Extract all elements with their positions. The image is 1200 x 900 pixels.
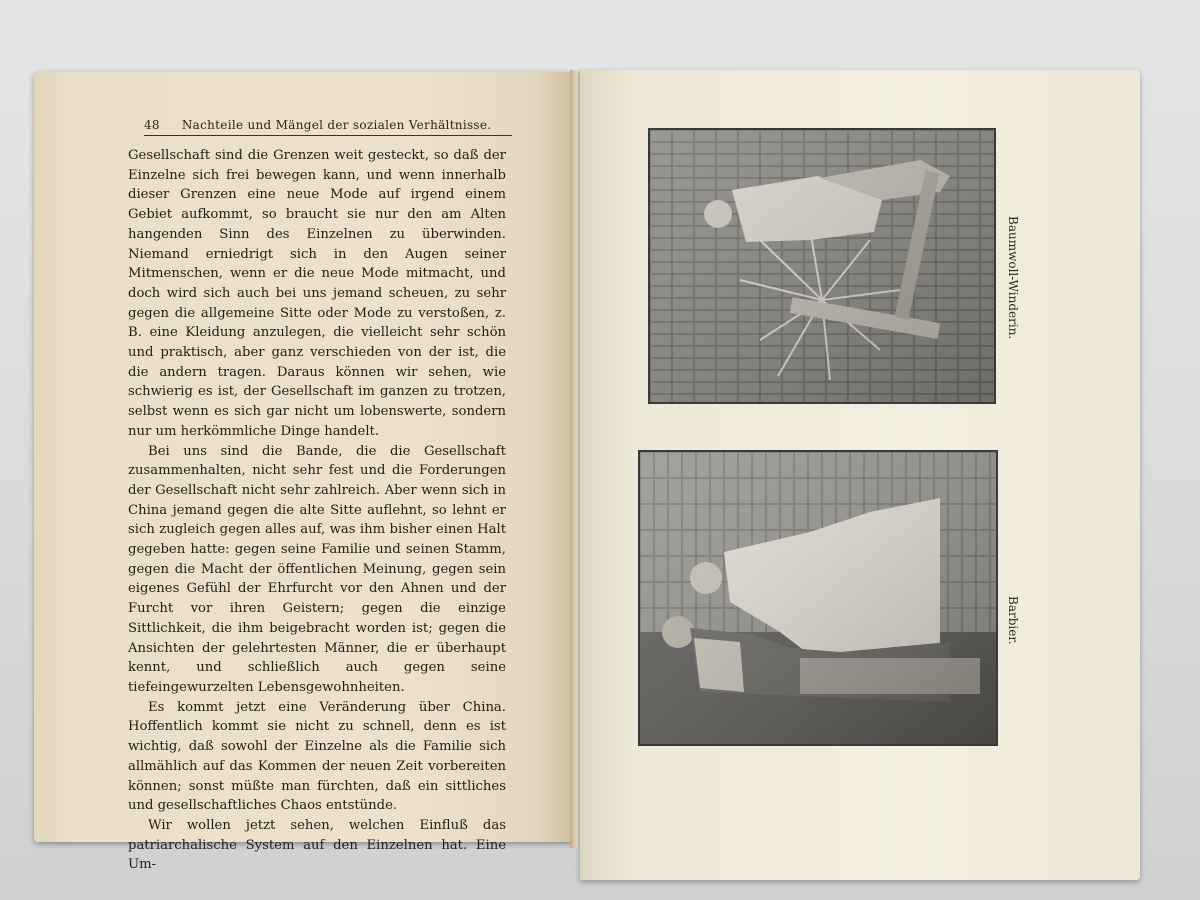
running-title: Nachteile und Mängel der sozialen Verhältnisse. (181, 118, 492, 132)
photo-cotton-winder (648, 128, 996, 404)
paragraph: Gesellschaft sind die Grenzen weit gesteckt, so daß der Einzelne sich frei bewegen kann, und wenn innerhalb dieser Grenzen eine neue Mode auf irgend einem Gebiet aufkommt, so braucht sie nur den am Alten hangenden Sinn des Einzelnen zu überwinden. Niemand erniedrigt sich in den Augen seiner Mitmenschen, wenn er die neue Mode mitmacht, und doch wird sich auch bei uns jemand scheuen, zu sehr gegen die allgemeine Sitte oder Mode zu verstoßen, z. B. eine Kleidung anzulegen, die vielleicht sehr schön und praktisch, aber ganz verschieden von der ist, die die andern tragen. Daraus können wir sehen, wie schwierig es ist, der Gesellschaft im ganzen zu trotzen, selbst wenn es sich gar nicht um lobenswerte, sondern nur um herkömmliche Dinge handelt. (128, 148, 506, 439)
body-text (128, 146, 506, 875)
paragraph: Bei uns sind die Bande, die die Gesellschaft zusammenhalten, nicht sehr fest und die Forderungen der Gesellschaft nicht sehr zahlreich. Aber wenn sich in China jemand gegen die alte Sitte auflehnt, so lehnt er sich zugleich gegen alles auf, was ihm bisher einen Halt gegeben hatte: gegen seine Familie und seinen Stamm, gegen die Macht der öffentlichen Meinung, gegen sein eigenes Gefühl der Ehrfurcht vor den Ahnen und der Furcht vor ihren Geistern; gegen die einzige Sittlichkeit, die ihm beigebracht worden ist; gegen die Ansichten der gelehrtesten Männer, die er überhaupt kennt, und schließlich auch gegen seine tiefeingewurzelten Lebensgewohnheiten. (128, 443, 506, 695)
barber-image (640, 452, 996, 744)
photo-barber (638, 450, 998, 746)
caption-top-photo: Baumwoll-Winderin. (1006, 216, 1020, 340)
paragraph: Wir wollen jetzt sehen, welchen Einfluß das patriarchalische System auf den Einzelnen hat. Eine Um- (128, 817, 506, 873)
running-head (144, 118, 512, 136)
page-number: 48 (144, 118, 160, 132)
paragraph: Es kommt jetzt eine Veränderung über China. Hoffentlich kommt sie nicht zu schnell, denn es ist wichtig, daß sowohl der Einzelne als die Familie sich allmählich auf das Kommen der neuen Zeit vorbereiten können; sonst müßte man fürchten, daß ein sittliches und gesellschaftliches Chaos entstünde. (128, 699, 506, 814)
cotton-winder-image (650, 130, 994, 402)
open-book (32, 66, 1142, 873)
caption-bottom-photo: Barbier. (1006, 596, 1020, 645)
